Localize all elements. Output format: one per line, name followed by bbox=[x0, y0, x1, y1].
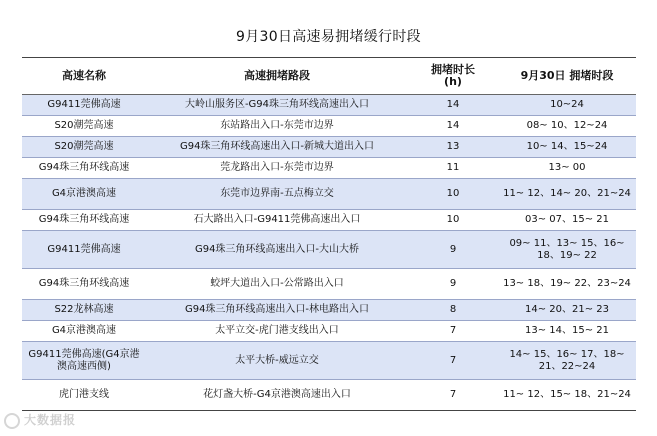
road-cell: G9411莞佛高速(G4京港澳高速西侧) bbox=[22, 342, 146, 380]
header-row bbox=[22, 58, 636, 95]
period-cell: 03~ 07、15~ 21 bbox=[498, 210, 636, 231]
watermark bbox=[4, 411, 76, 429]
segment-cell: G94珠三角环线高速出入口-新城大道出入口 bbox=[146, 137, 408, 158]
road-cell: G4京港澳高速 bbox=[22, 321, 146, 342]
watermark-text: 大数据报 bbox=[24, 413, 77, 427]
period-cell: 13~ 14、15~ 21 bbox=[498, 321, 636, 342]
table-row bbox=[22, 158, 636, 179]
congestion-table bbox=[22, 57, 636, 411]
table-row bbox=[22, 116, 636, 137]
page-title: 9月30日高速易拥堵缓行时段 bbox=[236, 29, 421, 45]
table-row bbox=[22, 95, 636, 116]
segment-cell: 莞龙路出入口-东莞市边界 bbox=[146, 158, 408, 179]
road-cell: G94珠三角环线高速 bbox=[22, 158, 146, 179]
duration-cell: 14 bbox=[408, 95, 498, 116]
period-cell: 14~ 20、21~ 23 bbox=[498, 300, 636, 321]
table-row bbox=[22, 380, 636, 411]
table-row bbox=[22, 269, 636, 300]
road-cell: G9411莞佛高速 bbox=[22, 95, 146, 116]
period-cell: 10~ 14、15~24 bbox=[498, 137, 636, 158]
duration-cell: 7 bbox=[449, 389, 457, 400]
road-cell: G94珠三角环线高速 bbox=[22, 210, 146, 231]
table-body bbox=[22, 95, 636, 411]
road-cell: G94珠三角环线高速 bbox=[22, 269, 146, 300]
duration-cell: 14 bbox=[408, 116, 498, 137]
period-cell: 13~ 00 bbox=[498, 158, 636, 179]
segment-cell: 太平立交-虎门港支线出入口 bbox=[146, 321, 408, 342]
duration-cell: 10 bbox=[408, 210, 498, 231]
column-header-segment: 高速拥堵路段 bbox=[146, 58, 408, 95]
road-cell: G9411莞佛高速 bbox=[22, 231, 146, 269]
segment-cell: 东莞市边界南-五点梅立交 bbox=[146, 179, 408, 210]
table-row bbox=[22, 210, 636, 231]
segment-cell: G94珠三角环线高速出入口-大山大桥 bbox=[146, 231, 408, 269]
segment-cell: 太平大桥-威远立交 bbox=[146, 342, 408, 380]
duration-cell: 7 bbox=[408, 321, 498, 342]
road-cell: 虎门港支线 bbox=[59, 389, 109, 400]
column-header-period: 9月30日 拥堵时段 bbox=[498, 58, 636, 95]
duration-cell: 10 bbox=[408, 179, 498, 210]
table-row bbox=[22, 179, 636, 210]
column-header-road: 高速名称 bbox=[22, 58, 146, 95]
duration-cell: 8 bbox=[408, 300, 498, 321]
table-row bbox=[22, 342, 636, 380]
segment-cell: 东站路出入口-东莞市边界 bbox=[146, 116, 408, 137]
duration-cell: 9 bbox=[408, 269, 498, 300]
period-cell: 14~ 15、16~ 17、18~ 21、22~24 bbox=[498, 342, 636, 380]
period-cell: 13~ 18、19~ 22、23~24 bbox=[498, 269, 636, 300]
road-cell: S20潮莞高速 bbox=[22, 116, 146, 137]
segment-cell: 石大路出入口-G9411莞佛高速出入口 bbox=[146, 210, 408, 231]
road-cell: S20潮莞高速 bbox=[22, 137, 146, 158]
duration-cell: 9 bbox=[408, 231, 498, 269]
table-row bbox=[22, 300, 636, 321]
road-cell: S22龙林高速 bbox=[22, 300, 146, 321]
period-cell: 11~ 12、14~ 20、21~24 bbox=[498, 179, 636, 210]
period-cell: 08~ 10、12~24 bbox=[498, 116, 636, 137]
period-cell: 10~24 bbox=[498, 95, 636, 116]
segment-cell: 花灯盏大桥-G4京港澳高速出入口 bbox=[203, 389, 351, 400]
table-row bbox=[22, 231, 636, 269]
duration-cell: 11 bbox=[408, 158, 498, 179]
segment-cell: 蛟坪大道出入口-公常路出入口 bbox=[146, 269, 408, 300]
watermark-logo-icon bbox=[4, 413, 20, 429]
column-header-duration: 拥堵时长 (h) bbox=[408, 58, 498, 95]
table-row bbox=[22, 137, 636, 158]
duration-cell: 7 bbox=[408, 342, 498, 380]
table-row bbox=[22, 321, 636, 342]
duration-cell: 13 bbox=[408, 137, 498, 158]
segment-cell: G94珠三角环线高速出入口-林电路出入口 bbox=[146, 300, 408, 321]
period-cell: 11~ 12、15~ 18、21~24 bbox=[503, 389, 631, 400]
road-cell: G4京港澳高速 bbox=[22, 179, 146, 210]
period-cell: 09~ 11、13~ 15、16~ 18、19~ 22 bbox=[498, 231, 636, 269]
segment-cell: 大岭山服务区-G94珠三角环线高速出入口 bbox=[146, 95, 408, 116]
